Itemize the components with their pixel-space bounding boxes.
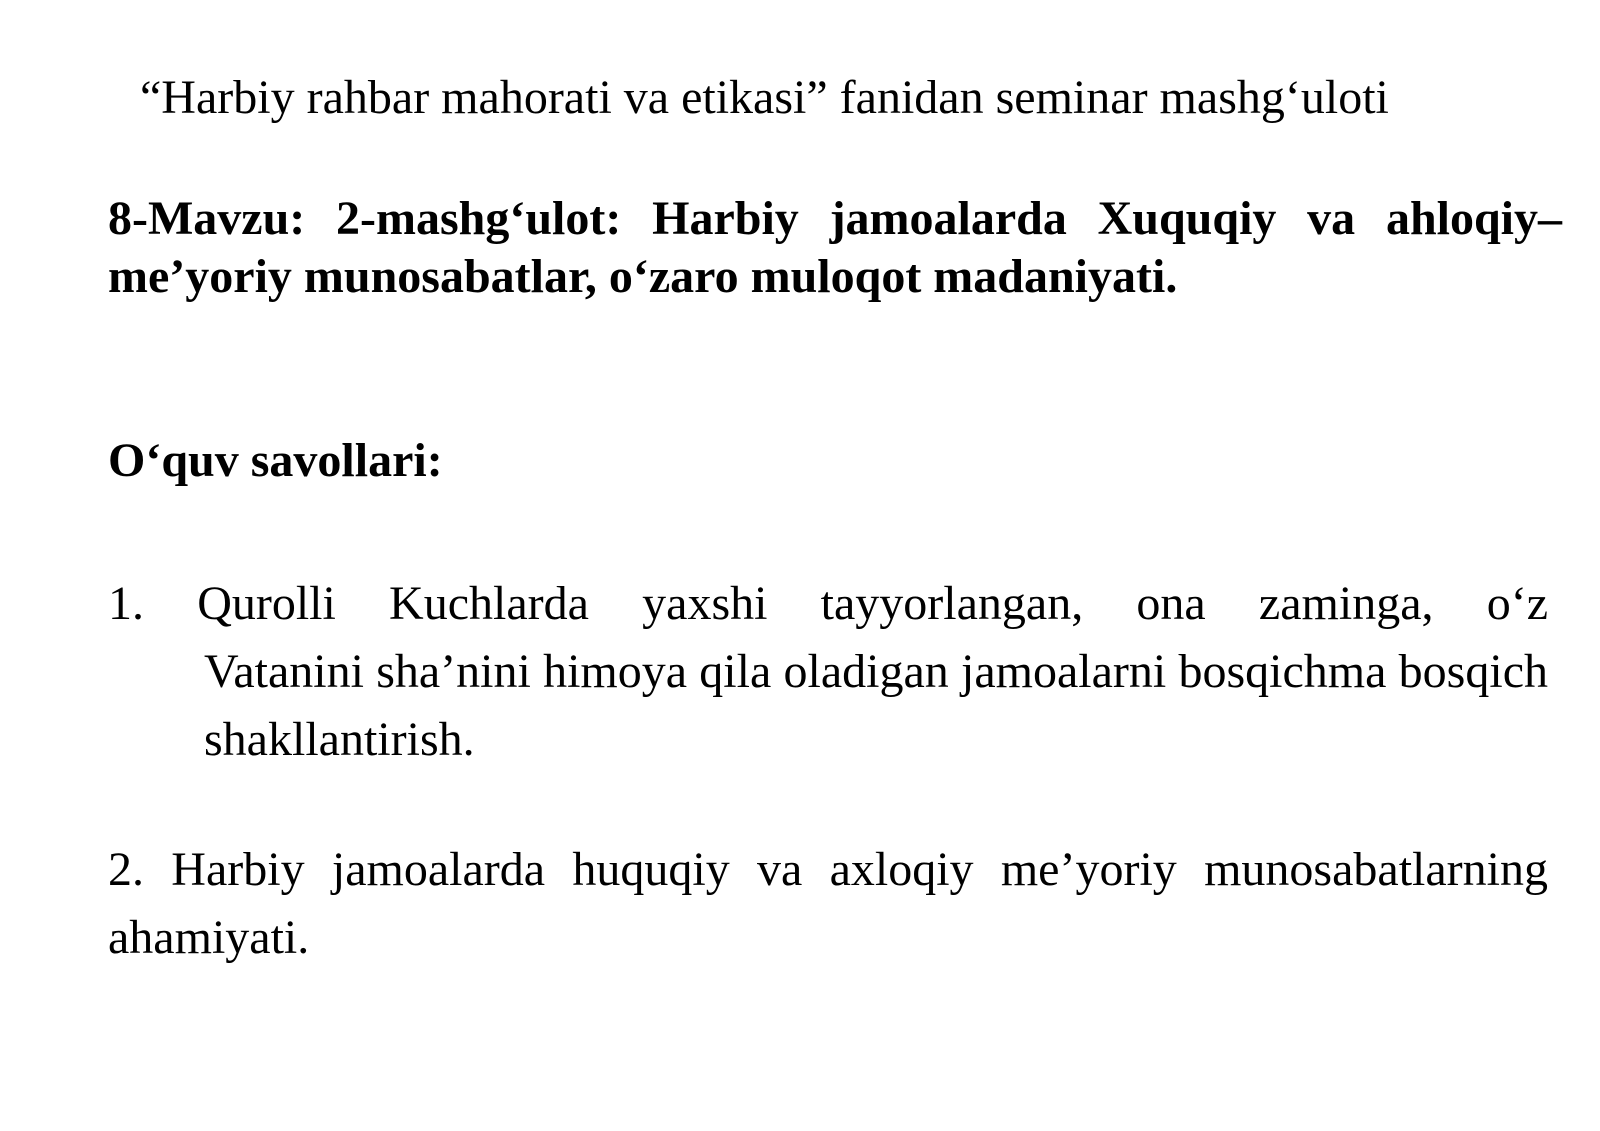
question-1-continuation: Vatanini sha’nini himoya qila oladigan jamoalarni bosqichma bosqich shakllantirish. xyxy=(204,645,1548,766)
questions-heading: O‘quv savollari: xyxy=(108,434,443,487)
question-item-1 xyxy=(108,570,1548,774)
topic-title: 8-Mavzu: 2-mashg‘ulot: Harbiy jamoalarda Xuquqiy va ahloqiy–me’yoriy munosabatlar, o‘zaro muloqot madaniyati. xyxy=(108,192,1562,303)
question-item-2: 2. Harbiy jamoalarda huquqiy va axloqiy me’yoriy munosabatlarning ahamiyati. xyxy=(108,843,1548,964)
subject-line: “Harbiy rahbar mahorati va etikasi” fanidan seminar mashg‘uloti xyxy=(140,71,1389,124)
question-1-first-line: 1. Qurolli Kuchlarda yaxshi tayyorlangan, ona zaminga, o‘z xyxy=(108,577,1548,630)
